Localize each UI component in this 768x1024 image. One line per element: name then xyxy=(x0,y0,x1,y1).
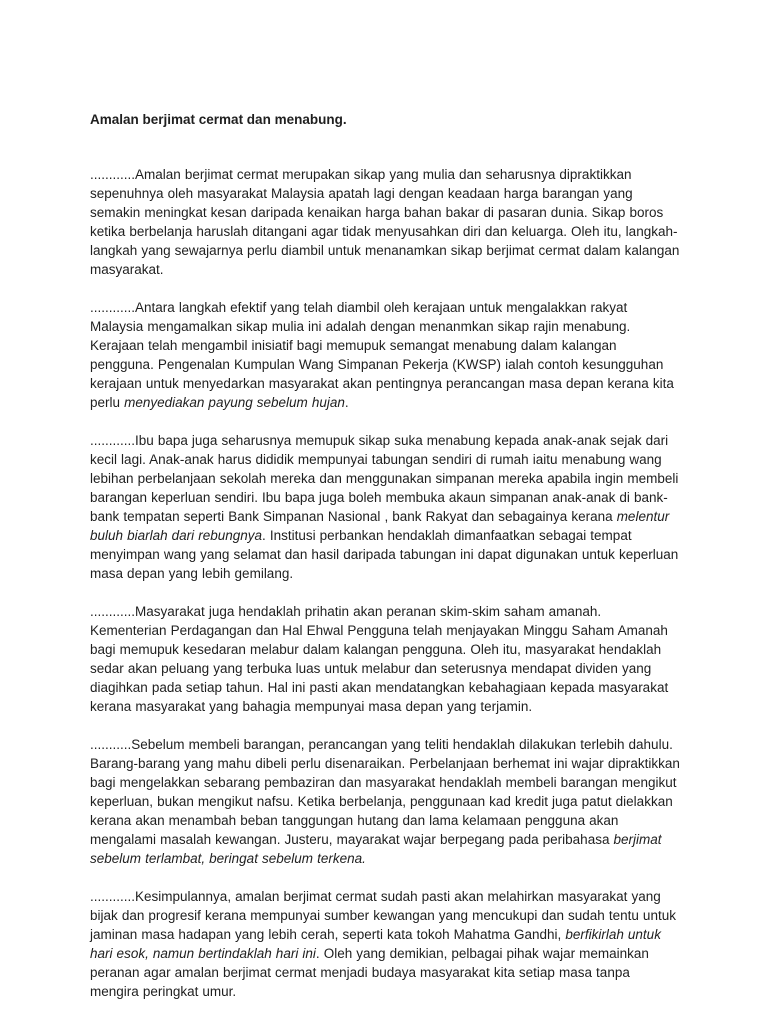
paragraph-1 xyxy=(90,165,680,279)
italic-phrase: menyediakan payung sebelum hujan xyxy=(124,395,345,410)
text-segment: ...........Sebelum membeli barangan, perancangan yang teliti hendaklah dilakukan terlebih dahulu. Barang-barang yang mahu dibeli perlu disenaraikan. Perbelanjaan berhemat ini wajar dipraktikkan bagi mengelakkan sebarang pembaziran dan masyarakat hendaklah membeli barangan mengikut keperluan, bukan mengikut nafsu. Ketika berbelanja, penggunaan kad kredit juga patut dielakkan kerana akan menambah beban tanggungan hutang dan lama kelamaan pengguna akan mengalami masalah kewangan. Justeru, mayarakat wajar berpegang pada peribahasa xyxy=(90,737,680,847)
text-segment: . Oleh yang demikian, pelbagai pihak wajar memainkan peranan agar amalan berjimat cermat menjadi budaya masyarakat kita setiap masa tanpa mengira peringkat umur. xyxy=(90,946,649,999)
text-segment: ............Kesimpulannya, amalan berjimat cermat sudah pasti akan melahirkan masyarakat yang bijak dan progresif kerana mempunyai sumber kewangan yang mencukupi dan sudah tentu untuk jaminan masa hadapan yang lebih cerah, seperti kata tokoh Mahatma Gandhi, xyxy=(90,889,676,942)
paragraph-5 xyxy=(90,735,680,868)
paragraph-2 xyxy=(90,298,680,412)
italic-phrase: melentur buluh biarlah dari rebungnya xyxy=(90,509,670,543)
text-segment: ............Amalan berjimat cermat merupakan sikap yang mulia dan seharusnya dipraktikkan sepenuhnya oleh masyarakat Malaysia apatah lagi dengan keadaan harga barangan yang semakin meningkat kesan daripada kenaikan harga bahan bakar di pasaran dunia. Sikap boros ketika berbelanja haruslah ditangani agar tidak menyusahkan diri dan keluarga. Oleh itu, langkah-langkah yang sewajarnya perlu diambil untuk menanamkan sikap berjimat cermat dalam kalangan masyarakat. xyxy=(90,167,680,277)
document-body xyxy=(90,165,680,1001)
paragraph-6 xyxy=(90,887,680,1001)
paragraph-4 xyxy=(90,602,680,716)
text-segment: . Institusi perbankan hendaklah dimanfaatkan sebagai tempat menyimpan wang yang selamat dan hasil daripada tabungan ini dapat digunakan untuk keperluan masa depan yang lebih gemilang. xyxy=(90,528,679,581)
text-segment: ............Masyarakat juga hendaklah prihatin akan peranan skim-skim saham amanah. Kementerian Perdagangan dan Hal Ehwal Pengguna telah menjayakan Minggu Saham Amanah bagi memupuk kesedaran melabur dalam kalangan pengguna. Oleh itu, masyarakat hendaklah sedar akan peluang yang terbuka luas untuk melabur dan seterusnya mendapat dividen yang diagihkan pada setiap tahun. Hal ini pasti akan mendatangkan kebahagiaan kepada masyarakat kerana masyarakat yang bahagia mempunyai masa depan yang terjamin. xyxy=(90,604,669,714)
document-title: Amalan berjimat cermat dan menabung. xyxy=(90,112,347,127)
text-segment: ............Ibu bapa juga seharusnya memupuk sikap suka menabung kepada anak-anak sejak dari kecil lagi. Anak-anak harus dididik mempunyai tabungan sendiri di rumah iaitu menabung wang lebihan perbelanjaan sekolah mereka dan menggunakan simpanan mereka apabila ingin membeli barangan keperluan sendiri. Ibu bapa juga boleh membuka akaun simpanan anak-anak di bank-bank tempatan seperti Bank Simpanan Nasional , bank Rakyat dan sebagainya kerana xyxy=(90,433,679,524)
text-segment: . xyxy=(344,395,349,410)
paragraph-3 xyxy=(90,431,680,583)
italic-phrase: berfikirlah untuk hari esok, namun bertindaklah hari ini xyxy=(90,927,661,961)
text-segment: ............Antara langkah efektif yang telah diambil oleh kerajaan untuk mengalakkan rakyat Malaysia mengamalkan sikap mulia ini adalah dengan menanmkan sikap rajin menabung. Kerajaan telah mengambil inisiatif bagi memupuk semangat menabung dalam kalangan pengguna. Pengenalan Kumpulan Wang Simpanan Pekerja (KWSP) ialah contoh kesungguhan kerajaan untuk menyedarkan masyarakat akan pentingnya perancangan masa depan kerana kita perlu xyxy=(90,300,674,410)
italic-phrase: berjimat sebelum terlambat, beringat sebelum terkena. xyxy=(90,832,662,866)
